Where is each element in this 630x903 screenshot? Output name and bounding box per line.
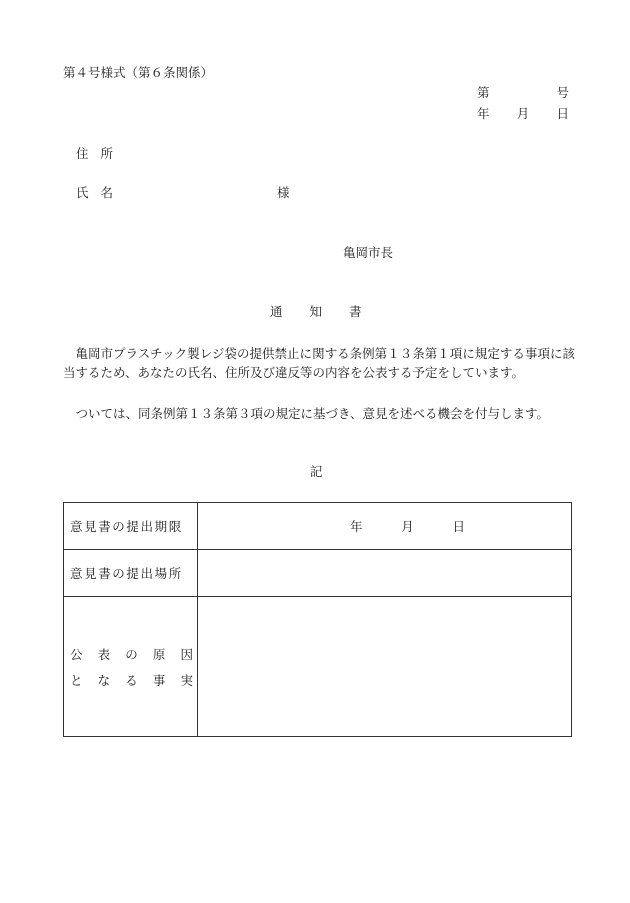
facts-label-char: と <box>70 672 83 688</box>
deadline-year: 年 <box>350 519 363 534</box>
deadline-date <box>350 517 465 535</box>
facts-label-char: 因 <box>180 646 193 662</box>
date-month: 月 <box>516 106 530 121</box>
sender-mayor: 亀岡市長 <box>343 245 394 260</box>
table-row <box>64 503 572 550</box>
issue-date-line <box>477 108 569 121</box>
facts-label-char: 原 <box>152 646 166 662</box>
facts-label-char: 実 <box>180 672 193 688</box>
place-label: 意見書の提出場所 <box>70 566 183 581</box>
facts-label-char: 表 <box>97 646 111 662</box>
facts-label-char: な <box>97 672 111 688</box>
facts-label-char: 公 <box>70 646 83 662</box>
document-title: 通知書 <box>270 304 389 319</box>
ki-heading: 記 <box>310 464 323 479</box>
table-row <box>64 597 572 737</box>
deadline-label-cell <box>64 503 198 550</box>
deadline-month: 月 <box>401 519 414 534</box>
table-row <box>64 550 572 597</box>
facts-label-char: る <box>125 672 138 688</box>
facts-label-cell <box>64 597 198 737</box>
body-paragraph-1: 亀岡市プラスチック製レジ袋の提供禁止に関する条例第１３条第１項に規定する事項に該当するため、あなたの氏名、住所及び違反等の内容を公表する予定をしています。 <box>63 346 575 380</box>
facts-value-cell <box>198 597 572 737</box>
date-day: 日 <box>556 106 569 121</box>
body-paragraph-2: ついては、同条例第１３条第３項の規定に基づき、意見を述べる機会を付与します。 <box>75 406 550 421</box>
deadline-value-cell <box>198 503 572 550</box>
facts-label-line-2 <box>64 671 197 689</box>
form-number: 第４号様式（第６条関係） <box>63 65 214 80</box>
place-label-cell <box>64 550 198 597</box>
name-label: 氏名 <box>76 185 126 200</box>
number-suffix: 号 <box>556 85 569 100</box>
deadline-label: 意見書の提出期限 <box>70 519 183 534</box>
number-prefix: 第 <box>477 85 490 100</box>
document-number-line <box>477 87 569 100</box>
opinion-table <box>63 502 572 737</box>
facts-label-line-1 <box>64 645 197 663</box>
address-label: 住所 <box>76 146 126 161</box>
facts-label-char: 事 <box>152 672 166 688</box>
date-year: 年 <box>477 106 490 121</box>
deadline-day: 日 <box>452 519 465 534</box>
honorific: 様 <box>277 185 290 200</box>
place-value-cell <box>198 550 572 597</box>
facts-label-char: の <box>125 646 138 662</box>
